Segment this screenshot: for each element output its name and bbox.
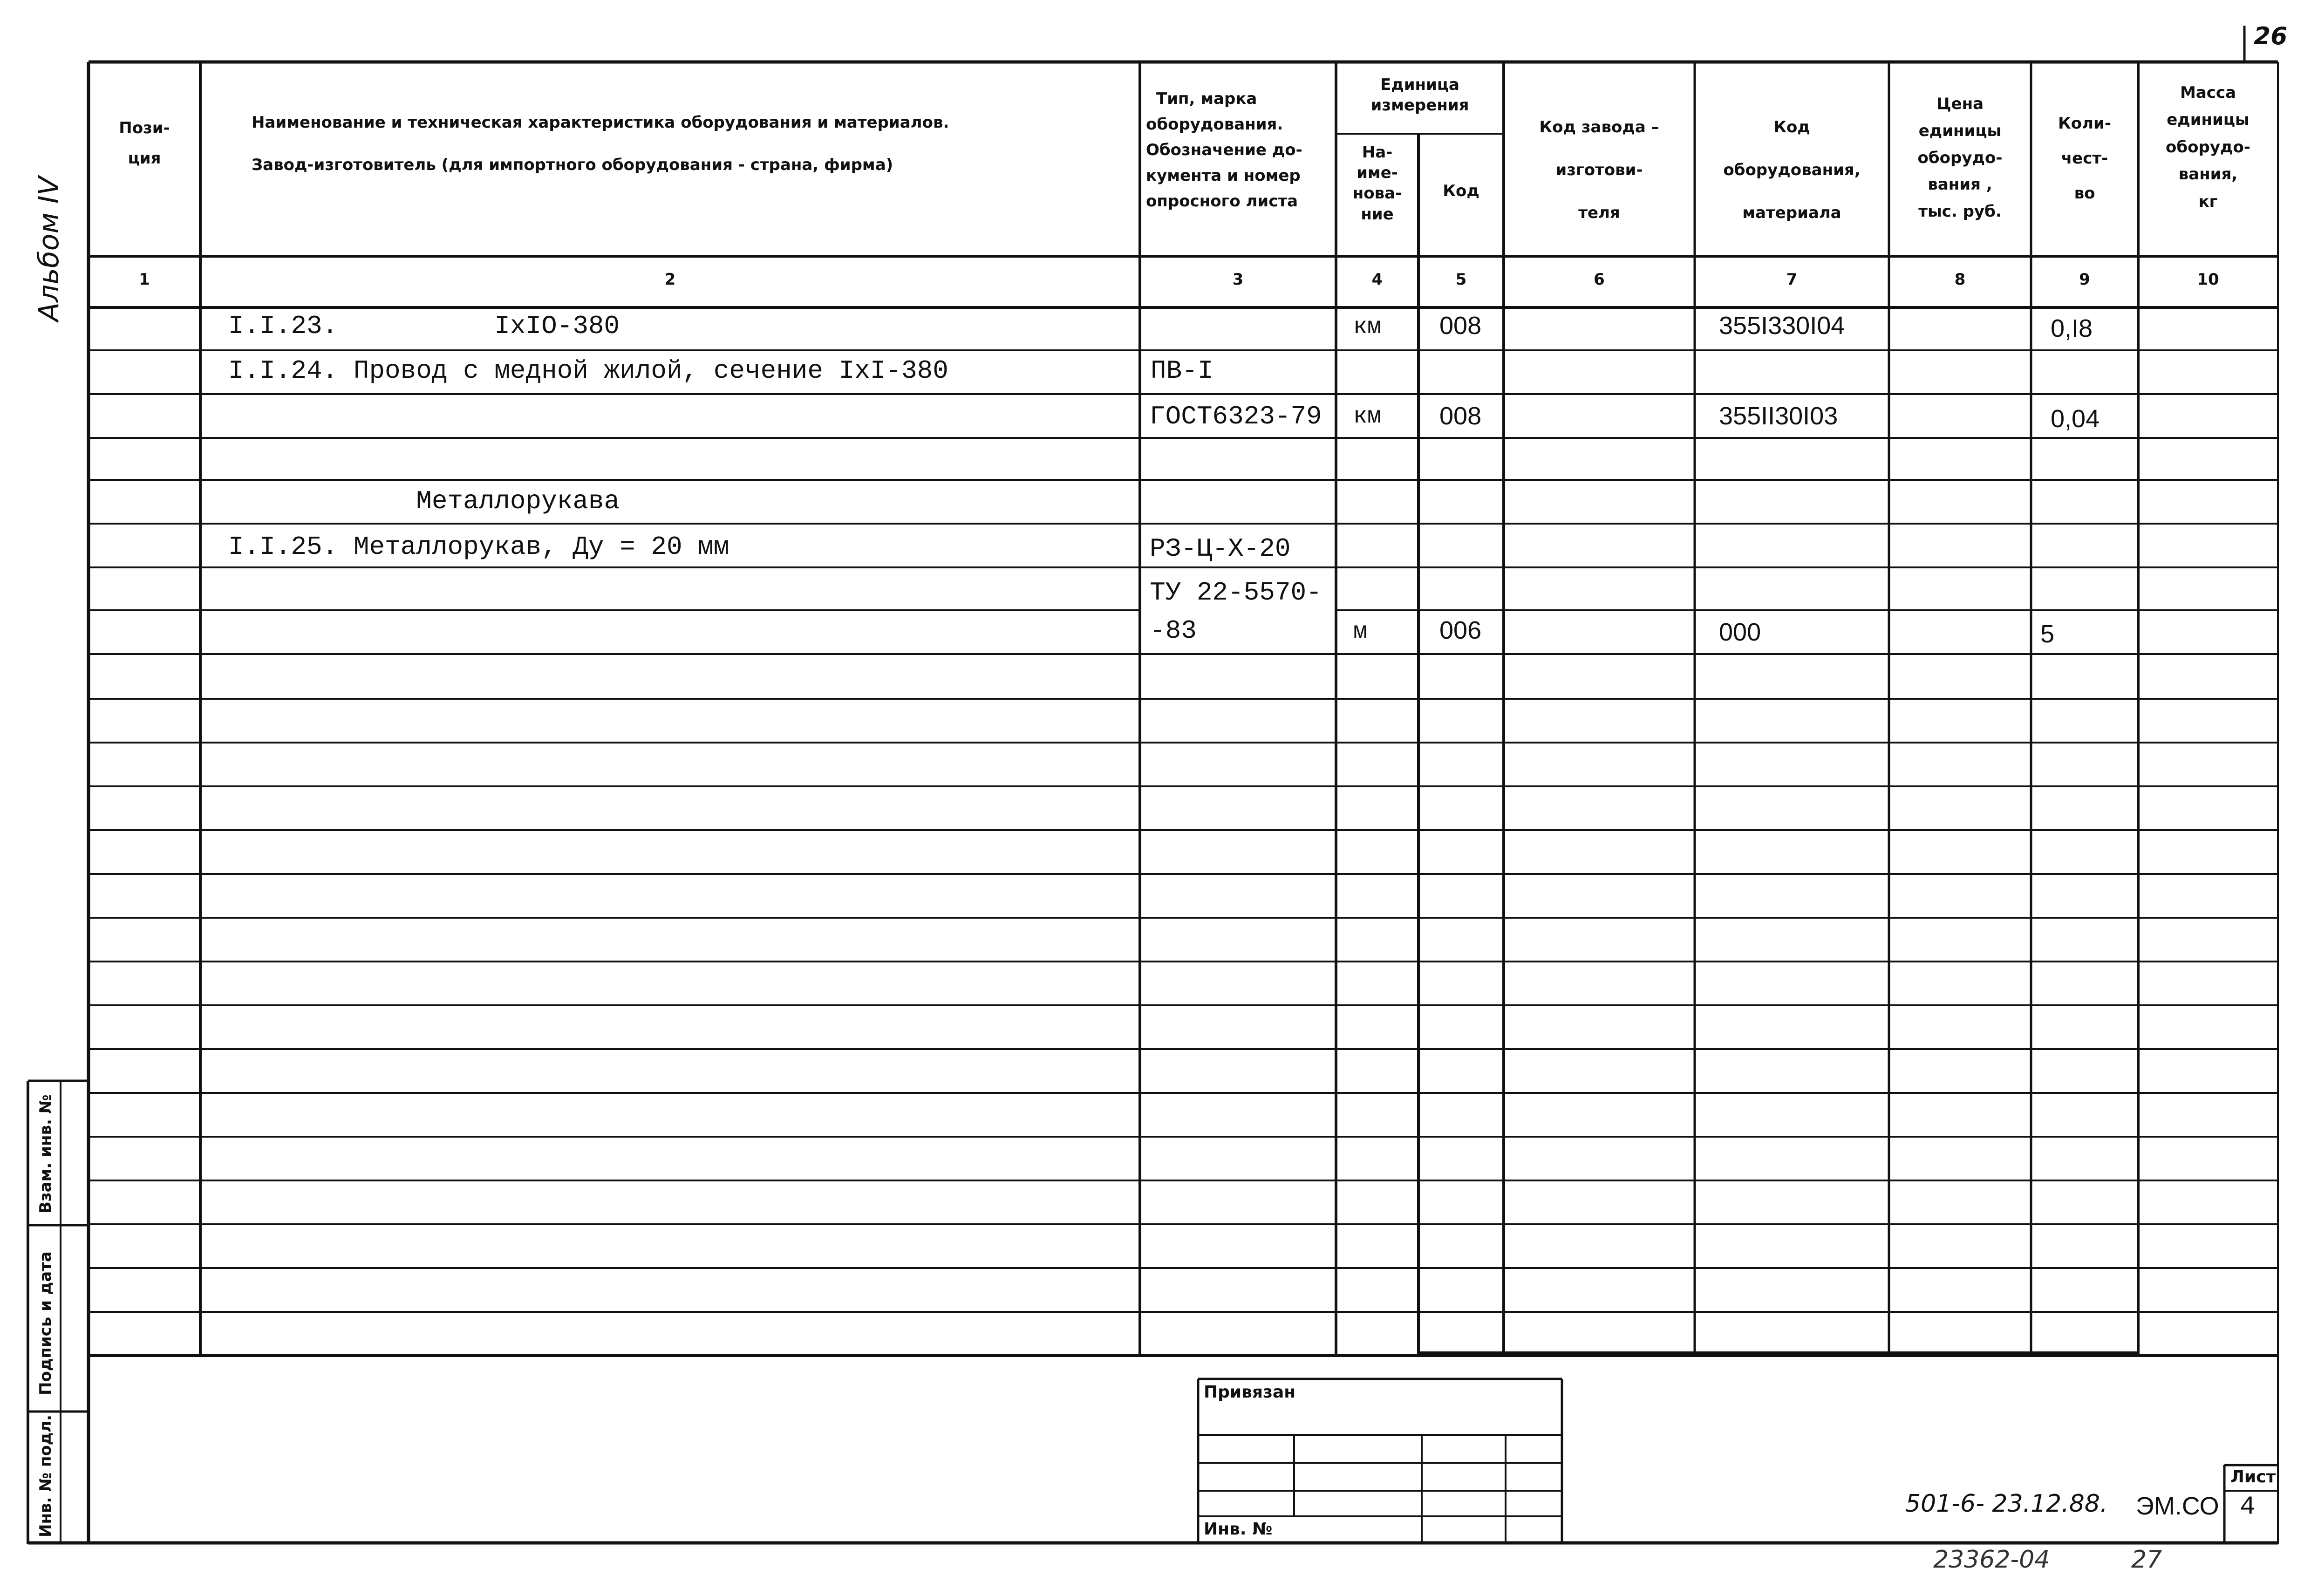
stamp-privyazan: Привязан (1204, 1383, 1296, 1402)
table-row-type: ТУ 22-5570- (1150, 578, 1322, 607)
header-unit: Единица измерения (1370, 75, 1469, 115)
table-row-name: I.I.25. Металлорукав, Ду = 20 мм (228, 532, 729, 562)
col-number: 9 (2079, 270, 2090, 289)
table-row-name: I.I.24. Провод с медной жилой, сечение IxI-380 (228, 356, 948, 386)
col-number: 6 (1594, 270, 1605, 289)
header-name: Наименование и техническая характеристика оборудования и материалов. Завод-изготовитель (для импортного оборудования - страна, фирма) (252, 113, 949, 174)
col-number: 3 (1232, 270, 1244, 289)
col-number: 2 (664, 270, 676, 289)
table-row-unit: км (1353, 314, 1382, 341)
table-row-code: 355I330I04 (1719, 312, 1845, 340)
side-label-signature-date: Подпись и дата (36, 1251, 55, 1395)
table-row-unit-code: 008 (1439, 402, 1482, 430)
sheet-number: 4 (2240, 1492, 2256, 1521)
header-mass: Масса единицы оборудо- вания, кг (2166, 83, 2250, 211)
side-label-vzam-inv: Взам. инв. № (36, 1094, 55, 1214)
document-designation: 501-6- 23.12.88. (1905, 1490, 2108, 1518)
album-label: Альбом IV (33, 176, 65, 321)
table-row-type: ПВ-I (1151, 356, 1213, 386)
table-row-unit: м (1353, 619, 1368, 645)
document-designation-code: ЭМ.СО (2136, 1492, 2219, 1520)
header-position: Пози- ция (119, 119, 170, 168)
table-row-qty: 0,I8 (2051, 314, 2093, 342)
table-row-unit-code: 006 (1439, 616, 1482, 644)
bottom-code: 23362-04 (1933, 1546, 2050, 1574)
col-number: 1 (139, 270, 150, 289)
header-plant-code: Код завода – изготови- теля (1539, 118, 1659, 222)
header-equipment-code: Код оборудования, материала (1723, 118, 1861, 222)
page-number: 26 (2254, 22, 2288, 50)
table-row-type: ГОСТ6323-79 (1150, 402, 1322, 431)
col-number: 10 (2197, 270, 2219, 289)
table-row-code: 355II30I03 (1719, 402, 1838, 430)
header-quantity: Коли- чест- во (2058, 114, 2111, 203)
header-price: Цена единицы оборудо- вания , тыс. руб. (1917, 95, 2003, 221)
bottom-number: 27 (2131, 1546, 2162, 1574)
table-row-name: I.I.23. IxIO-380 (228, 311, 620, 341)
table-row-qty: 0,04 (2051, 405, 2100, 433)
header-unit-name: На- име- нова- ние (1352, 143, 1402, 224)
table-row-section-title: Металлорукава (228, 486, 620, 516)
col-number: 4 (1371, 270, 1383, 289)
table-row-type: -83 (1150, 616, 1197, 646)
table-row-qty: 5 (2040, 620, 2055, 648)
col-number: 8 (1954, 270, 1966, 289)
header-type: Тип, марка оборудования. Обозначение до- кумента и номер опросного листа (1146, 89, 1302, 211)
col-number: 7 (1786, 270, 1798, 289)
table-row-unit-code: 008 (1439, 312, 1482, 340)
table-row-type: РЗ-Ц-Х-20 (1150, 534, 1291, 564)
table-row-unit: км (1353, 403, 1382, 430)
stamp-inv-no: Инв. № (1204, 1520, 1273, 1539)
col-number: 5 (1455, 270, 1467, 289)
sheet-label: Лист (2230, 1467, 2276, 1487)
table-row-code: 000 (1719, 618, 1761, 646)
header-unit-code: Код (1443, 182, 1479, 200)
side-label-inv-podl: Инв. № подл. (36, 1414, 55, 1537)
